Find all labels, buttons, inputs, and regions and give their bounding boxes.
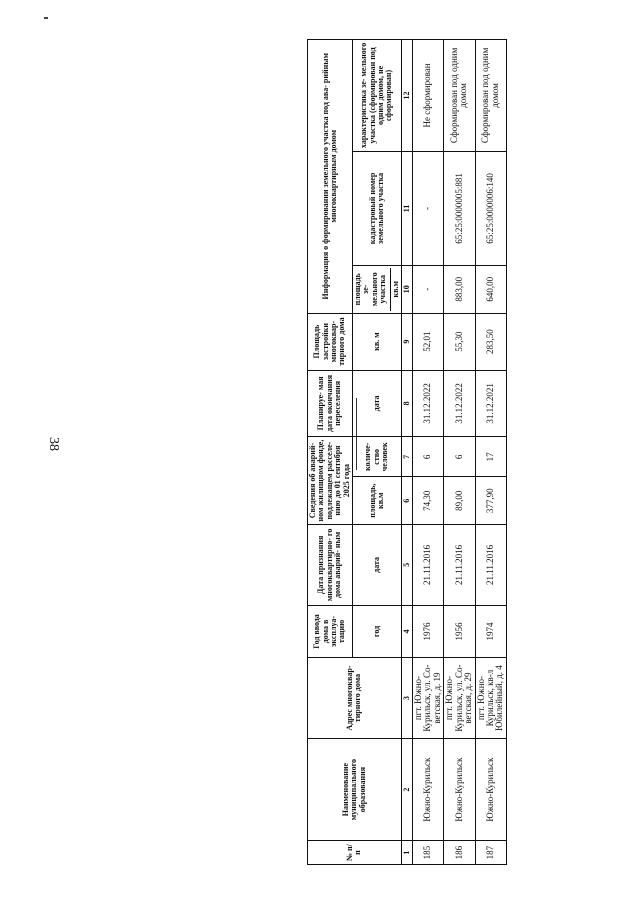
header-housing-info: Сведения об аварий- ном жилищном фонде, подлежащем расселе- нию до 01 сентября 2025 года [308, 437, 353, 525]
cell-characteristic: Сформирован под одним домом [444, 40, 475, 152]
cell-area: 89,00 [444, 477, 475, 525]
header-address: Адрес многоквар- тирного дома [308, 658, 402, 739]
header-cadastral: кадастровый номер земельного участка [352, 151, 401, 265]
cell-number: 186 [444, 841, 475, 865]
header-building-area: Площадь застройки многоквар- тирного дома [308, 313, 353, 370]
header-land-area-label: площадь зе- мельного участка [352, 272, 388, 307]
cell-plan-date: 31.12.2021 [475, 370, 506, 437]
cell-land-area: - [412, 266, 443, 314]
cell-building-area: 55,30 [444, 313, 475, 370]
column-number: 8 [401, 370, 412, 437]
column-number: 1 [401, 841, 412, 865]
column-number: 5 [401, 524, 412, 605]
cell-date: 21.11.2016 [412, 524, 443, 605]
cell-year: 1974 [475, 605, 506, 657]
scan-mark [44, 17, 48, 19]
header-municipality: Наименование муниципального образования [308, 738, 402, 840]
cell-municipality: Южно-Курильск [412, 738, 443, 840]
rotated-table-container [307, 39, 503, 865]
subheader-land-area: кв.м [390, 268, 400, 311]
cell-number: 187 [475, 841, 506, 865]
cell-land-area: 883,00 [444, 266, 475, 314]
header-recognition-date: Дата признания многоквартирно- го дома аварий- ным [308, 524, 353, 605]
cell-characteristic: Сформирован под одним домом [475, 40, 506, 152]
cell-cadastral: 65:25:0000006:140 [475, 151, 506, 265]
subheader-area: площадь, кв.м [352, 477, 401, 525]
column-number: 11 [401, 151, 412, 265]
cell-building-area: 52,01 [412, 313, 443, 370]
subheader-date: дата [352, 524, 401, 605]
cell-address: пгт. Южно- Курильск, ул. Со- ветская, д. 29 [444, 658, 475, 739]
header-year: Год ввода дома в эксплуа- тацию [308, 605, 353, 657]
cell-number: 185 [412, 841, 443, 865]
cell-address: пгт. Южно- Курильск, ул. Со- ветская, д. 19 [412, 658, 443, 739]
cell-people: 17 [475, 437, 506, 477]
cell-area: 377,90 [475, 477, 506, 525]
table-row [412, 40, 443, 865]
cell-year: 1956 [444, 605, 475, 657]
page-number: 38 [46, 437, 61, 451]
column-number: 10 [401, 266, 412, 314]
cell-date: 21.11.2016 [444, 524, 475, 605]
subheader-plan-date: дата [352, 370, 401, 437]
header-number: № п/п [308, 841, 402, 865]
emergency-housing-table [307, 39, 507, 865]
column-number: 2 [401, 738, 412, 840]
column-number: 6 [401, 477, 412, 525]
cell-people: 6 [412, 437, 443, 477]
column-number: 9 [401, 313, 412, 370]
cell-year: 1976 [412, 605, 443, 657]
cell-area: 74,30 [412, 477, 443, 525]
header-land-area [352, 266, 401, 314]
cell-plan-date: 31.12.2022 [444, 370, 475, 437]
column-number: 7 [401, 437, 412, 477]
cell-cadastral: 65:25:0000005:881 [444, 151, 475, 265]
cell-land-area: 640,00 [475, 266, 506, 314]
column-number: 4 [401, 605, 412, 657]
cell-date: 21.11.2016 [475, 524, 506, 605]
cell-cadastral: - [412, 151, 443, 265]
cell-municipality: Южно-Курильск [475, 738, 506, 840]
cell-characteristic: Не сформирован [412, 40, 443, 152]
header-land-characteristic: характеристика зе- мельного участка (сформирован под одним домом, не сформирован) [352, 40, 401, 152]
header-planned-date: Планируе- мая дата окончания переселения [308, 370, 353, 437]
subheader-build-area: кв. м [352, 313, 401, 370]
cell-building-area: 283,50 [475, 313, 506, 370]
subheader-people: количе- ство человек [352, 437, 401, 477]
table-row [475, 40, 506, 865]
cell-people: 6 [444, 437, 475, 477]
column-number: 3 [401, 658, 412, 739]
header-land-info: Информация о формировании земельного участка под ава- рийным многоквартирным домом [308, 40, 353, 314]
cell-municipality: Южно-Курильск [444, 738, 475, 840]
column-number-row [401, 40, 412, 865]
column-number: 12 [401, 40, 412, 152]
subheader-year: год [352, 605, 401, 657]
table-row [444, 40, 475, 865]
header-row [308, 40, 353, 865]
cell-address: пгт. Южно- Курильск, кв-л Юбилейный, д. 4 [475, 658, 506, 739]
cell-plan-date: 31.12.2022 [412, 370, 443, 437]
